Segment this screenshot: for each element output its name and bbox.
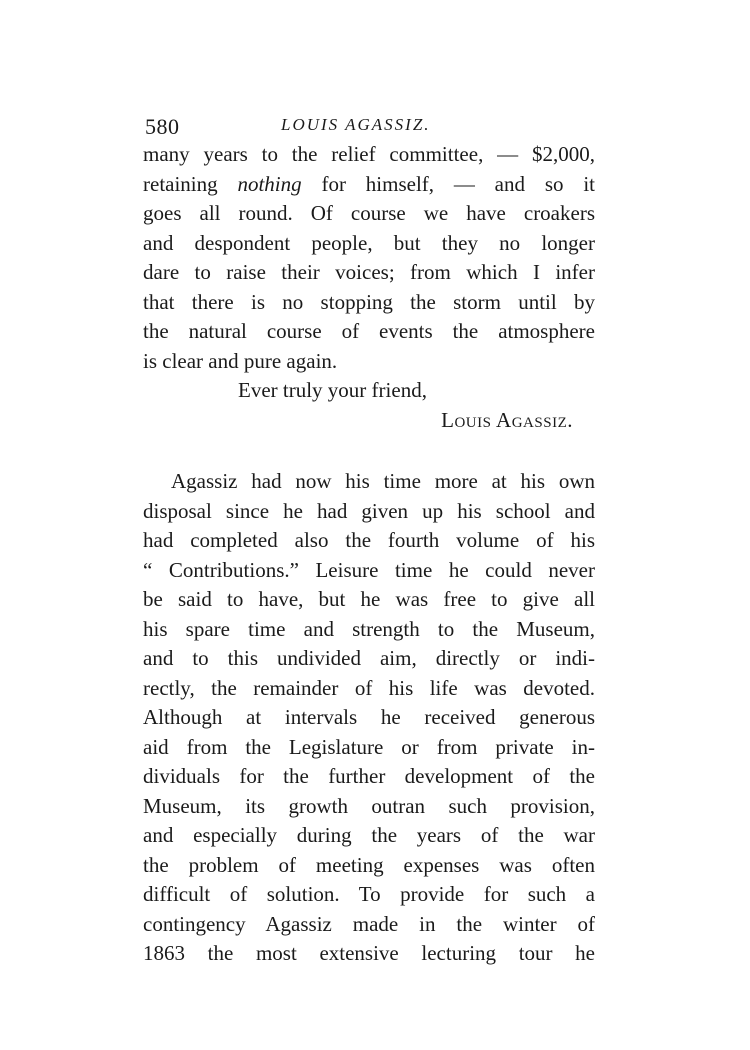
- page-number: 580: [145, 114, 180, 139]
- text-line: dare to raise their voices; from which I infer: [143, 260, 595, 284]
- text-line: contingency Agassiz made in the winter of: [143, 911, 595, 936]
- text-line: and despondent people, but they no longer: [143, 230, 595, 255]
- text-line: aid from the Legislature or from private in-: [143, 734, 595, 759]
- text-line: many years to the relief committee, — $2,000,: [143, 142, 595, 166]
- book-page: [143, 108, 595, 969]
- running-title: LOUIS AGASSIZ.: [281, 115, 431, 134]
- text-line: the problem of meeting expenses was often: [143, 852, 595, 877]
- text-line: Museum, its growth outran such provision,: [143, 793, 595, 818]
- text-line: had completed also the fourth volume of his: [143, 528, 595, 552]
- text-line: the natural course of events the atmosphere: [143, 319, 595, 343]
- text-line: Although at intervals he received generous: [143, 705, 595, 729]
- text-line: be said to have, but he was free to give all: [143, 587, 595, 611]
- letter-conclusion: [143, 140, 595, 435]
- running-head: [143, 108, 595, 140]
- text-line: and especially during the years of the war: [143, 823, 595, 847]
- text-span: for himself, — and so it: [321, 171, 595, 196]
- body-paragraph: [143, 467, 595, 969]
- emphasis-nothing: nothing: [237, 171, 302, 196]
- letter-signature: Louis Agassiz.: [441, 407, 573, 432]
- text-line: dividuals for the further development of the: [143, 764, 595, 788]
- text-line: disposal since he had given up his school and: [143, 498, 595, 523]
- text-line: 1863 the most extensive lecturing tour he: [143, 941, 595, 965]
- text-line: is clear and pure again.: [143, 348, 338, 373]
- text-line: and to this undivided aim, directly or indi-: [143, 646, 595, 670]
- text-line: that there is no stopping the storm until by: [143, 289, 595, 314]
- text-line: difficult of solution. To provide for such a: [143, 882, 595, 906]
- text-line: [143, 170, 595, 200]
- text-line: Agassiz had now his time more at his own: [171, 469, 595, 493]
- text-line: rectly, the remainder of his life was devoted.: [143, 675, 595, 700]
- text-span: retaining: [143, 171, 218, 196]
- letter-closing: Ever truly your friend,: [238, 378, 427, 402]
- text-line: “ Contributions.” Leisure time he could never: [143, 557, 595, 582]
- text-line: his spare time and strength to the Museum,: [143, 616, 595, 641]
- text-line: goes all round. Of course we have croakers: [143, 201, 595, 225]
